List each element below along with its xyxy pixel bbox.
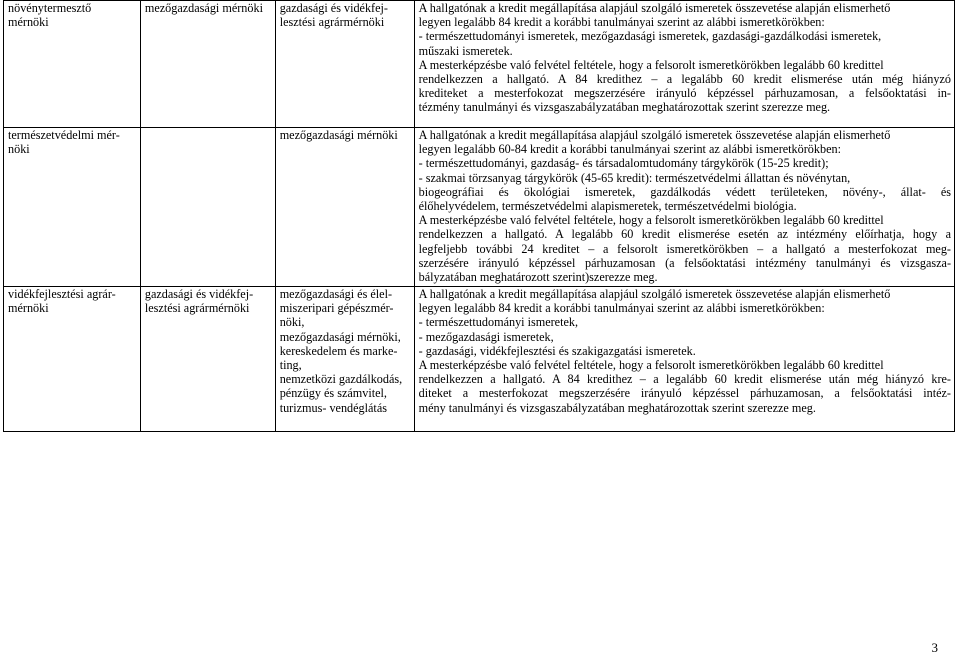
cell-line: - természettudományi ismeretek, mezőgazdasági ismeretek, gazdasági-gazdálkodási ismeretek, [418,29,882,44]
conditionally-accepted-program-cell [275,1,414,128]
cell-line: legyen legalább 84 kredit a korábbi tanulmányai szerint az alábbi ismeretkörökben: [418,301,825,316]
cell-line: mezőgazdasági mérnöki [144,1,263,15]
cell-line: növénytermesztő [8,1,92,15]
cell-line: mezőgazdasági mérnöki [279,128,398,142]
cell-line: vidékfejlesztési agrár- [8,287,116,301]
cell-line: mény tanulmányi és vizsgaszabályzatában meghatározottak szerint szerezze meg. [418,400,816,415]
master-program-cell [4,287,141,432]
cell-line: A hallgatónak a kredit megállapítása alapjául szolgáló ismeretek összevetése alapján elismerhető [418,1,891,15]
credit-requirements-cell [414,1,954,128]
cell-line: mérnöki [8,301,49,316]
master-program-cell [4,1,141,128]
cell-line: gazdasági és vidékfej- [279,1,388,15]
conditionally-accepted-program-cell [275,287,414,432]
cell-line: rendelkezzen a hallgató. A 84 kredithez – a legalább 60 kredit elismerése után még hiányzó kre- [418,372,951,387]
credit-requirements-cell [414,128,954,287]
cell-line: - természettudományi, gazdaság- és társadalomtudomány tárgykörök (15-25 kredit); [418,156,829,171]
cell-line: ting, [279,358,302,373]
cell-line: A mesterképzésbe való felvétel feltétele, hogy a felsorolt ismeretkörökben legalább 60 kredittel [418,358,884,373]
cell-line: műszaki ismeretek. [418,43,513,58]
cell-line: rendelkezzen a hallgató. A legalább 60 kredit elismerése esetén az intézmény előírhatja, hogy a [418,227,951,242]
cell-line: mérnöki [8,15,49,30]
master-program-cell [4,128,141,287]
admission-requirements-table [3,0,955,432]
credit-requirements-cell [414,287,954,432]
cell-line: lesztési agrármérnöki [279,15,385,30]
fully-accepted-program-cell [140,287,275,432]
cell-line: legfeljebb további 24 kreditet – a felsorolt ismeretkörökben – a hallgató a mesterfokozat meg- [418,241,951,256]
cell-line: nöki, [279,315,305,330]
cell-line: biogeográfiai és ökológiai ismeretek, gazdálkodás védett területeken, növény-, állat- és [418,184,951,199]
cell-line: bályzatában meghatározott szerint)szerezze meg. [418,270,658,285]
page-number: 3 [931,640,938,655]
cell-line: A mesterképzésbe való felvétel feltétele, hogy a felsorolt ismeretkörökben legalább 60 kredittel [418,213,884,228]
fully-accepted-program-cell [140,128,275,287]
cell-line: A hallgatónak a kredit megállapítása alapjául szolgáló ismeretek összevetése alapján elismerhető [418,128,891,142]
cell-line: kereskedelem és marke- [279,343,398,358]
cell-line: mezőgazdasági és élel- [279,287,393,301]
cell-line: - természettudományi ismeretek, [418,315,579,330]
cell-line: lesztési agrármérnöki [144,301,250,316]
conditionally-accepted-program-cell [275,128,414,287]
cell-line: turizmus- vendéglátás [279,400,387,415]
cell-line: legyen legalább 60-84 kredit a korábbi tanulmányai szerint az alábbi ismeretkörökben: [418,142,841,157]
cell-line: legyen legalább 84 kredit a korábbi tanulmányai szerint az alábbi ismeretkörökben: [418,15,825,30]
cell-line: természetvédelmi mér- [8,128,120,142]
cell-line: A mesterképzésbe való felvétel feltétele, hogy a felsorolt ismeretkörökben legalább 60 kredittel [418,57,884,72]
cell-line: pénzügy és számvitel, [279,386,387,401]
cell-line: gazdasági és vidékfej- [144,287,254,301]
table-row [4,1,955,128]
table-row [4,287,955,432]
cell-line: - mezőgazdasági ismeretek, [418,329,554,344]
cell-line: diteket a mesterfokozat megszerzésére irányuló képzéssel párhuzamosan, a felsőoktatási intéz- [418,386,951,401]
cell-line: miszeripari gépészmér- [279,301,394,316]
table-row [4,128,955,287]
cell-line: nemzetközi gazdálkodás, [279,372,403,387]
cell-line: A hallgatónak a kredit megállapítása alapjául szolgáló ismeretek összevetése alapján elismerhető [418,287,891,301]
cell-line: - szakmai törzsanyag tárgykörök (45-65 kredit): természetvédelmi állattan és növénytan, [418,170,851,185]
cell-line: krediteket a mesterfokozat megszerzésére irányuló képzéssel párhuzamosan, a felsőoktatási in- [418,86,951,101]
cell-line: mezőgazdasági mérnöki, [279,329,401,344]
cell-line: rendelkezzen a hallgató. A 84 kredithez – a legalább 60 kredit elismerése után még hiányzó [418,72,951,87]
cell-line: - gazdasági, vidékfejlesztési és szakigazgatási ismeretek. [418,343,696,358]
cell-line: nöki [8,142,30,157]
cell-line: tézmény tanulmányi és vizsgaszabályzatában meghatározottak szerint szerezze meg. [418,100,831,115]
cell-line: élőhelyvédelem, természetvédelmi alapismeretek, természetvédelmi biológia. [418,199,797,214]
fully-accepted-program-cell [140,1,275,128]
cell-line: szerzésére irányuló képzéssel párhuzamosan (a felsőoktatási intézmény tanulmányi és vizsgasza- [418,255,951,270]
